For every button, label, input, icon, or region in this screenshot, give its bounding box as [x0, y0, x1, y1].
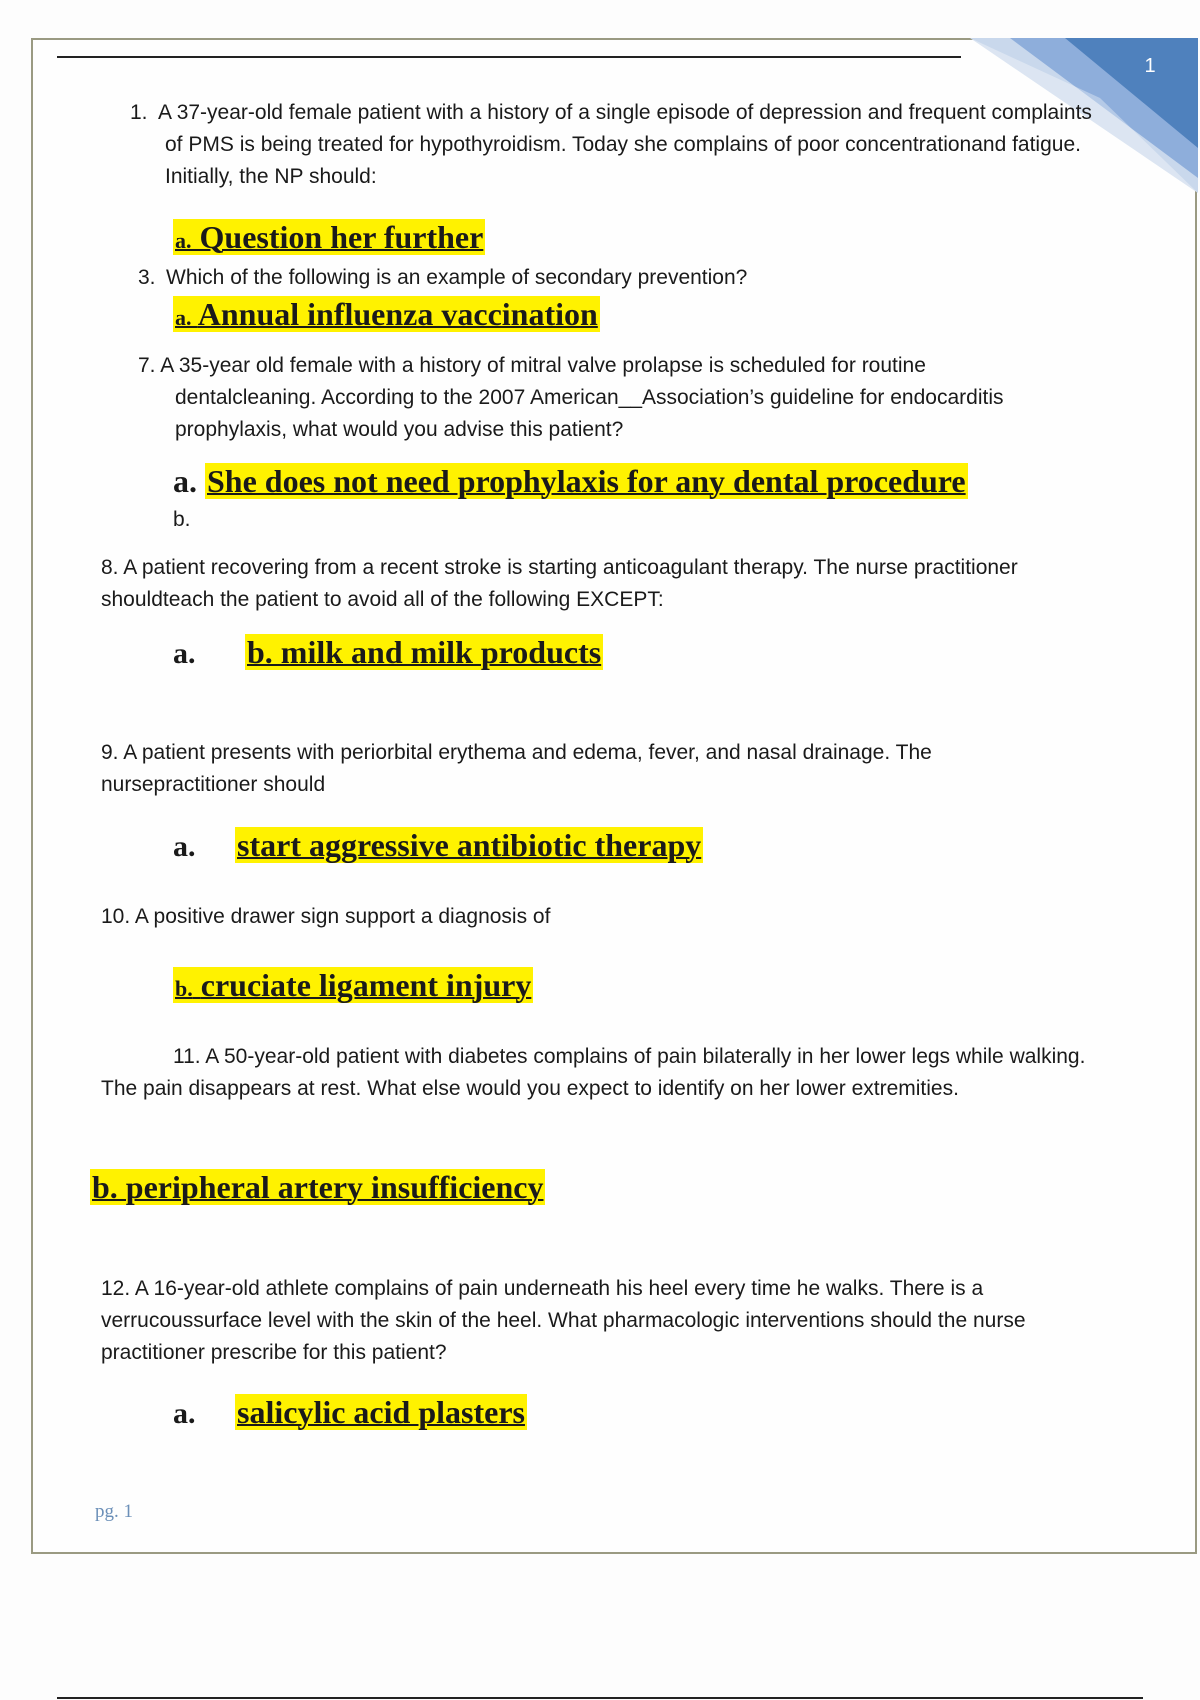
answer-7-b-letter: b.: [173, 508, 191, 531]
answer-7-text: She does not need prophylaxis for any dental procedure: [207, 463, 966, 499]
footer-rule: [57, 1697, 1143, 1699]
answer-3: [173, 295, 600, 337]
question-3: 3. Which of the following is an example of secondary prevention?: [138, 266, 748, 289]
answer-11-text: b. peripheral artery insufficiency: [92, 1169, 544, 1205]
answer-1-letter: a.: [175, 228, 192, 253]
answer-11: [90, 1168, 545, 1206]
question-7: 7. A 35-year old female with a history of mitral valve prolapse is scheduled for routine dentalcleaning. According to the 2007 American__Association’s guideline for endocarditis prophylaxis, what would you advise this patient?: [138, 354, 1004, 441]
answer-10-letter: b.: [175, 976, 193, 1001]
answer-1: [173, 218, 485, 260]
answer-8: [173, 633, 603, 673]
answer-3-text: Annual influenza vaccination: [197, 296, 598, 332]
answer-9-text: start aggressive antibiotic therapy: [237, 827, 702, 863]
answer-9: [173, 826, 703, 866]
page-footer: pg. 1: [95, 1501, 133, 1522]
answer-8-letter: a.: [173, 637, 196, 670]
answer-3-letter: a.: [175, 305, 192, 330]
answer-12: [173, 1393, 527, 1433]
question-11: 11. A 50-year-old patient with diabetes complains of pain bilaterally in her lower legs while walking. The pain disappears at rest. What else would you expect to identify on her lower extremities.: [101, 1045, 1086, 1100]
question-1: 1. A 37-year-old female patient with a history of a single episode of depression and frequent complaints of PMS is being treated for hypothyroidism. Today she complains of poor concentrationand fatigue. Initially, the NP should:: [130, 101, 1092, 188]
question-8: 8. A patient recovering from a recent stroke is starting anticoagulant therapy. The nurse practitioner shouldteach the patient to avoid all of the following EXCEPT:: [101, 556, 1018, 611]
answer-10-text: cruciate ligament injury: [200, 967, 532, 1003]
answer-9-letter: a.: [173, 830, 196, 863]
header-rule: [57, 56, 961, 58]
answer-10: [173, 966, 533, 1008]
answer-1-text: Question her further: [199, 219, 484, 255]
page-number-corner: 1: [1144, 55, 1156, 77]
answer-7-letter: a.: [173, 463, 197, 499]
question-12: 12. A 16-year-old athlete complains of pain underneath his heel every time he walks. There is a verrucoussurface level with the skin of the heel. What pharmacologic interventions should the nurse practitioner prescribe for this patient?: [101, 1277, 1026, 1364]
question-10: 10. A positive drawer sign support a diagnosis of: [101, 905, 551, 928]
answer-8-text: b. milk and milk products: [247, 634, 602, 670]
answer-12-letter: a.: [173, 1397, 196, 1430]
question-9: 9. A patient presents with periorbital erythema and edema, fever, and nasal drainage. The nursepractitioner should: [101, 741, 932, 796]
answer-12-text: salicylic acid plasters: [237, 1394, 525, 1430]
answer-7: [173, 462, 968, 500]
